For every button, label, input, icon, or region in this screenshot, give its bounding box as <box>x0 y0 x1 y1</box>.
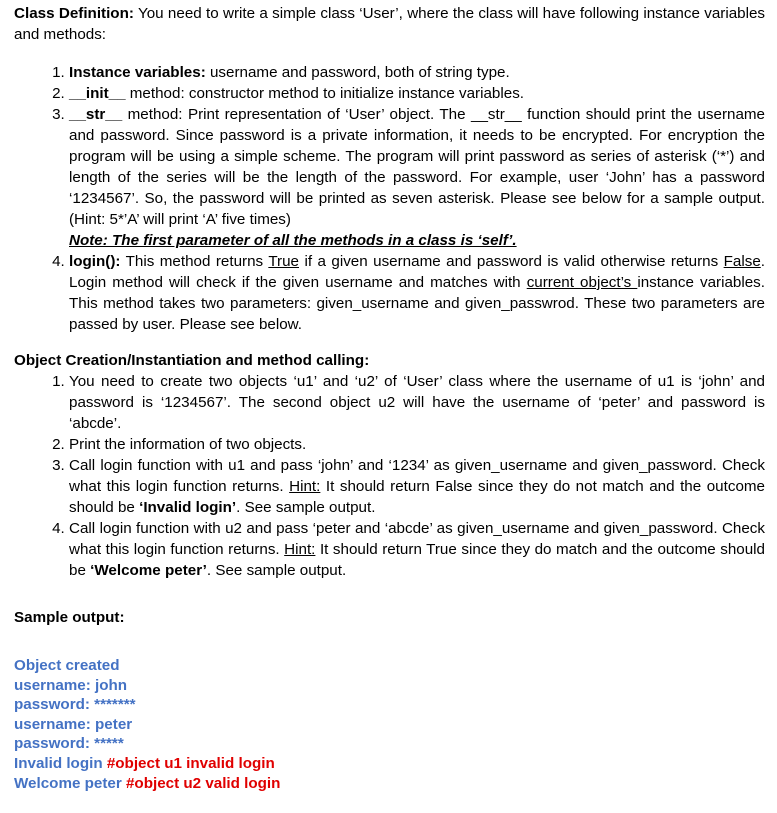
item-text: It should return True since they do match and the outcome should be <box>69 541 765 579</box>
output-line <box>14 695 765 715</box>
output-line <box>14 715 765 735</box>
welcome-peter-emphasis: ‘Welcome peter’ <box>90 562 207 579</box>
object-creation-list <box>14 371 765 581</box>
output-comment: #object u2 valid login <box>125 774 281 792</box>
item-bold-label: login(): <box>69 253 121 270</box>
class-definition-list <box>14 62 765 335</box>
underlined-current-object: current object’s <box>526 274 638 291</box>
class-definition-intro <box>14 3 765 45</box>
output-text: Welcome peter <box>14 774 126 792</box>
item-text: . Login method will check if the given username and matches with <box>69 253 766 291</box>
item-bold-label: __str__ <box>69 106 123 123</box>
list-item <box>69 434 765 455</box>
output-text: Object created <box>14 657 120 674</box>
item-text: Print the information of two objects. <box>69 436 307 453</box>
item-text: You need to create two objects ‘u1’ and ‘u2’ of ‘User’ class where the username of u1 is ‘john’ and password is ‘1234567’. The second object u2 will have the username of ‘peter’ and password is ‘abcde’. <box>69 373 765 432</box>
item-text: Call login function with u2 and pass ‘peter and ‘abcde’ as given_username and given_password. Check what this login function returns. <box>69 520 765 558</box>
object-creation-section <box>14 350 765 581</box>
class-definition-intro-text: You need to write a simple class ‘User’, where the class will have following instance variables and methods: <box>14 5 766 43</box>
hint-label: Hint: <box>284 541 316 558</box>
underlined-false: False <box>723 253 761 270</box>
item-text: . See sample output. <box>206 562 347 579</box>
list-item <box>69 251 765 335</box>
output-text: password: ******* <box>14 696 136 714</box>
item-text: username and password, both of string type. <box>205 64 510 81</box>
item-text: method: constructor method to initialize instance variables. <box>125 85 525 102</box>
list-item <box>69 62 765 83</box>
item-text: method: Print representation of ‘User’ object. The __str__ function should print the username and password. Since password is a private information, it needs to be encrypted. For encryption the program will be using a simple scheme. The program will print password as series of asterisk (‘*’) and length of the series will be the length of the password. For example, user ‘John’ has a password ‘1234567’. So, the password will be printed as seven asterisk. Please see below for a sample output. (Hint: 5*’A’ will print ‘A’ five times) <box>69 106 765 228</box>
item-text: if a given username and password is valid otherwise returns <box>299 253 724 270</box>
object-creation-heading: Object Creation/Instantiation and method calling: <box>14 352 370 369</box>
list-item <box>69 371 765 434</box>
sample-output-section <box>14 607 765 793</box>
list-item <box>69 518 765 581</box>
item-bold-label: Instance variables: <box>69 64 206 81</box>
output-text: password: ***** <box>14 735 124 753</box>
output-line <box>14 676 765 696</box>
output-line <box>14 656 765 676</box>
output-line <box>14 754 765 774</box>
item-text: . See sample output. <box>236 499 376 516</box>
item-bold-label: __init__ <box>69 85 126 102</box>
output-text: Invalid login <box>14 754 107 772</box>
list-item <box>69 455 765 518</box>
output-text: username: peter <box>14 715 133 733</box>
output-line <box>14 774 765 794</box>
underlined-true: True <box>268 253 299 270</box>
sample-output-block <box>14 656 765 793</box>
self-parameter-note: Note: The first parameter of all the methods in a class is ‘self’. <box>69 232 517 249</box>
class-definition-heading: Class Definition: <box>14 5 134 22</box>
invalid-login-emphasis: ‘Invalid login’ <box>139 499 237 516</box>
item-text: This method returns <box>120 253 269 270</box>
hint-label: Hint: <box>289 478 321 495</box>
list-item <box>69 104 765 251</box>
item-text: It should return False since they do not match and the outcome should be <box>69 478 765 516</box>
sample-output-heading: Sample output: <box>14 609 125 626</box>
list-item <box>69 83 765 104</box>
output-line <box>14 734 765 754</box>
item-text: instance variables. This method takes two parameters: given_username and given_passwrod. These two parameters are passed by user. Please see below. <box>69 274 765 333</box>
item-text: Call login function with u1 and pass ‘john’ and ‘1234’ as given_username and given_password. Check what this login function returns. <box>69 457 765 495</box>
output-text: username: john <box>14 676 128 694</box>
output-comment: #object u1 invalid login <box>106 754 275 772</box>
